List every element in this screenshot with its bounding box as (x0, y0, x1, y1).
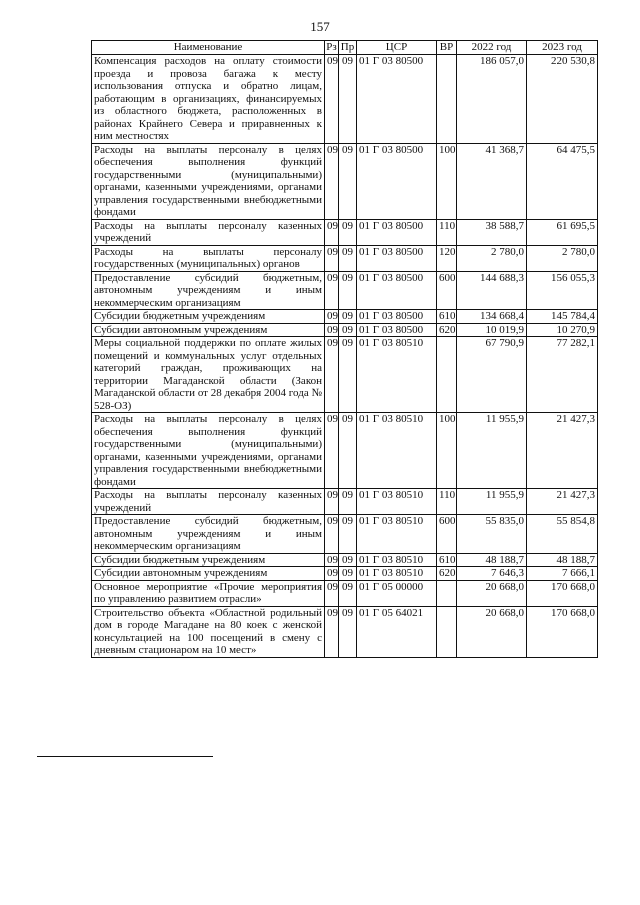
table-row (92, 323, 598, 337)
row-rz-cell: 09 (325, 271, 339, 310)
row-2023-value: 21 427,3 (527, 489, 598, 515)
table-row (92, 606, 598, 657)
row-name-cell: Компенсация расходов на оплату стоимости проезда и провоза багажа к месту использования отпуска и обратно лицам, работающим в организациях, финансируемых из областного бюджета, расположенных в районах Крайнего Севера и приравненных к ним местностях (92, 55, 325, 144)
row-2023-value: 21 427,3 (527, 413, 598, 489)
footnote-separator (37, 756, 213, 757)
row-csr-cell: 01 Г 03 80510 (357, 553, 437, 567)
header-2022: 2022 год (457, 41, 527, 55)
row-2022-value: 11 955,9 (457, 489, 527, 515)
row-pr-cell: 09 (339, 310, 357, 324)
row-rz-cell: 09 (325, 580, 339, 606)
row-2023-value: 2 780,0 (527, 245, 598, 271)
row-name-cell: Расходы на выплаты персоналу в целях обеспечения выполнения функций государственными (муниципальными) органами, казенными учреждениями, органами управления государственными внебюджетными фондами (92, 143, 325, 219)
row-rz-cell: 09 (325, 553, 339, 567)
row-pr-cell: 09 (339, 271, 357, 310)
row-2022-value: 20 668,0 (457, 606, 527, 657)
row-pr-cell: 09 (339, 606, 357, 657)
row-vr-cell (437, 337, 457, 413)
row-name-cell: Расходы на выплаты персоналу казенных учреждений (92, 489, 325, 515)
row-2022-value: 55 835,0 (457, 515, 527, 554)
row-csr-cell: 01 Г 03 80500 (357, 245, 437, 271)
row-rz-cell: 09 (325, 515, 339, 554)
row-name-cell: Основное мероприятие «Прочие мероприятия по управлению развитием отрасли» (92, 580, 325, 606)
row-csr-cell: 01 Г 03 80500 (357, 323, 437, 337)
table-row (92, 489, 598, 515)
row-vr-cell (437, 606, 457, 657)
header-name: Наименование (92, 41, 325, 55)
row-name-cell: Расходы на выплаты персоналу государственных (муниципальных) органов (92, 245, 325, 271)
row-vr-cell: 100 (437, 143, 457, 219)
row-csr-cell: 01 Г 03 80510 (357, 413, 437, 489)
row-rz-cell: 09 (325, 489, 339, 515)
row-rz-cell: 09 (325, 413, 339, 489)
table-row (92, 143, 598, 219)
row-2022-value: 41 368,7 (457, 143, 527, 219)
row-2023-value: 77 282,1 (527, 337, 598, 413)
row-vr-cell: 620 (437, 323, 457, 337)
table-row (92, 337, 598, 413)
header-pr: Пр (339, 41, 357, 55)
row-pr-cell: 09 (339, 413, 357, 489)
row-pr-cell: 09 (339, 245, 357, 271)
row-csr-cell: 01 Г 03 80510 (357, 337, 437, 413)
row-csr-cell: 01 Г 03 80500 (357, 310, 437, 324)
row-name-cell: Субсидии автономным учреждениям (92, 323, 325, 337)
header-vr: ВР (437, 41, 457, 55)
page-number: 157 (310, 19, 330, 34)
row-2022-value: 67 790,9 (457, 337, 527, 413)
table-row (92, 515, 598, 554)
row-csr-cell: 01 Г 03 80500 (357, 55, 437, 144)
row-csr-cell: 01 Г 05 00000 (357, 580, 437, 606)
row-name-cell: Субсидии бюджетным учреждениям (92, 553, 325, 567)
row-vr-cell: 110 (437, 489, 457, 515)
row-pr-cell: 09 (339, 553, 357, 567)
row-vr-cell: 620 (437, 567, 457, 581)
row-2022-value: 10 019,9 (457, 323, 527, 337)
table-header-row (92, 41, 598, 55)
row-csr-cell: 01 Г 03 80510 (357, 515, 437, 554)
row-name-cell: Предоставление субсидий бюджетным, автономным учреждениям и иным некоммерческим организациям (92, 271, 325, 310)
row-2022-value: 2 780,0 (457, 245, 527, 271)
row-vr-cell (437, 55, 457, 144)
row-2023-value: 156 055,3 (527, 271, 598, 310)
row-2023-value: 48 188,7 (527, 553, 598, 567)
row-2022-value: 48 188,7 (457, 553, 527, 567)
row-rz-cell: 09 (325, 55, 339, 144)
row-csr-cell: 01 Г 05 64021 (357, 606, 437, 657)
row-rz-cell: 09 (325, 567, 339, 581)
row-2022-value: 186 057,0 (457, 55, 527, 144)
table-row (92, 245, 598, 271)
table-row (92, 567, 598, 581)
row-name-cell: Меры социальной поддержки по оплате жилых помещений и коммунальных услуг отдельных категорий граждан, проживающих на территории Магаданской области (Закон Магаданской области от 28 декабря 2004 года № 528-ОЗ) (92, 337, 325, 413)
table-row (92, 580, 598, 606)
row-rz-cell: 09 (325, 337, 339, 413)
row-2022-value: 38 588,7 (457, 219, 527, 245)
row-csr-cell: 01 Г 03 80500 (357, 219, 437, 245)
row-2023-value: 145 784,4 (527, 310, 598, 324)
row-2023-value: 64 475,5 (527, 143, 598, 219)
row-pr-cell: 09 (339, 143, 357, 219)
row-pr-cell: 09 (339, 219, 357, 245)
row-vr-cell: 600 (437, 271, 457, 310)
row-vr-cell: 120 (437, 245, 457, 271)
row-vr-cell (437, 580, 457, 606)
row-name-cell: Расходы на выплаты персоналу в целях обеспечения выполнения функций государственными (муниципальными) органами, казенными учреждениями, органами управления государственными внебюджетными фондами (92, 413, 325, 489)
row-2022-value: 134 668,4 (457, 310, 527, 324)
row-2023-value: 10 270,9 (527, 323, 598, 337)
row-pr-cell: 09 (339, 515, 357, 554)
table-row (92, 553, 598, 567)
row-rz-cell: 09 (325, 219, 339, 245)
row-2023-value: 55 854,8 (527, 515, 598, 554)
row-pr-cell: 09 (339, 567, 357, 581)
row-rz-cell: 09 (325, 245, 339, 271)
row-2023-value: 170 668,0 (527, 606, 598, 657)
row-2022-value: 20 668,0 (457, 580, 527, 606)
row-pr-cell: 09 (339, 337, 357, 413)
budget-table (91, 40, 598, 658)
row-csr-cell: 01 Г 03 80500 (357, 271, 437, 310)
row-2023-value: 61 695,5 (527, 219, 598, 245)
row-csr-cell: 01 Г 03 80500 (357, 143, 437, 219)
table-row (92, 219, 598, 245)
row-rz-cell: 09 (325, 143, 339, 219)
row-name-cell: Предоставление субсидий бюджетным, автономным учреждениям и иным некоммерческим организациям (92, 515, 325, 554)
row-vr-cell: 100 (437, 413, 457, 489)
row-vr-cell: 610 (437, 553, 457, 567)
row-vr-cell: 600 (437, 515, 457, 554)
row-pr-cell: 09 (339, 323, 357, 337)
row-pr-cell: 09 (339, 489, 357, 515)
row-name-cell: Расходы на выплаты персоналу казенных учреждений (92, 219, 325, 245)
row-2022-value: 144 688,3 (457, 271, 527, 310)
table-row (92, 413, 598, 489)
row-pr-cell: 09 (339, 55, 357, 144)
row-rz-cell: 09 (325, 310, 339, 324)
row-vr-cell: 610 (437, 310, 457, 324)
row-2022-value: 11 955,9 (457, 413, 527, 489)
header-csr: ЦСР (357, 41, 437, 55)
row-name-cell: Субсидии бюджетным учреждениям (92, 310, 325, 324)
row-2023-value: 170 668,0 (527, 580, 598, 606)
row-csr-cell: 01 Г 03 80510 (357, 567, 437, 581)
row-name-cell: Строительство объекта «Областной родильный дом в городе Магадане на 80 коек с женской консультацией на 100 посещений в смену с дневным стационаром на 10 мест» (92, 606, 325, 657)
row-name-cell: Субсидии автономным учреждениям (92, 567, 325, 581)
table-row (92, 271, 598, 310)
header-2023: 2023 год (527, 41, 598, 55)
table-row (92, 310, 598, 324)
row-2022-value: 7 646,3 (457, 567, 527, 581)
header-rz: Рз (326, 41, 337, 53)
row-csr-cell: 01 Г 03 80510 (357, 489, 437, 515)
table-row (92, 55, 598, 144)
row-2023-value: 7 666,1 (527, 567, 598, 581)
row-pr-cell: 09 (339, 580, 357, 606)
row-vr-cell: 110 (437, 219, 457, 245)
row-rz-cell: 09 (325, 606, 339, 657)
row-2023-value: 220 530,8 (527, 55, 598, 144)
row-rz-cell: 09 (325, 323, 339, 337)
